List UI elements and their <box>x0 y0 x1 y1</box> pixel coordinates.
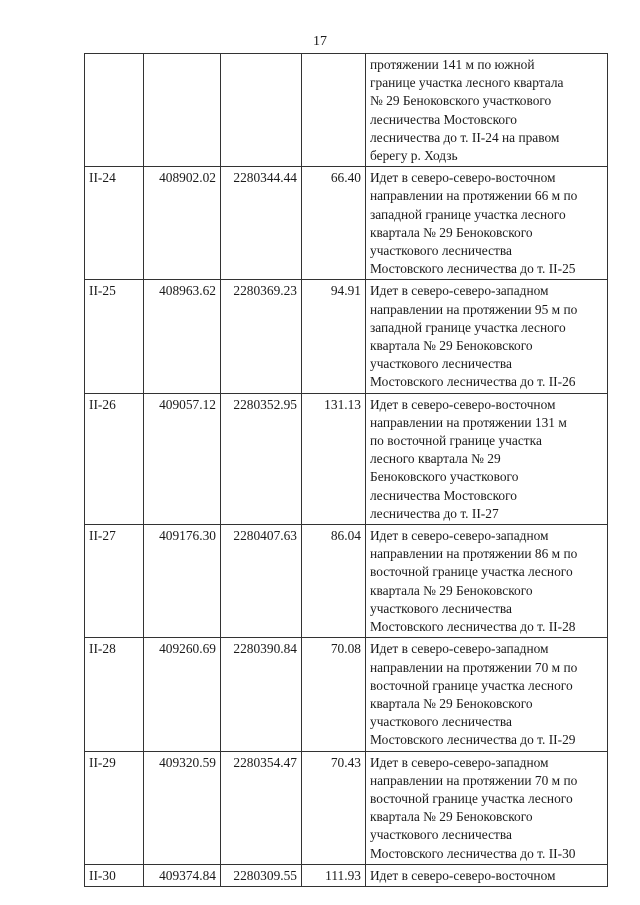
point-cell: II-29 <box>85 751 144 864</box>
x-coordinate-cell: 409057.12 <box>144 393 221 524</box>
table-row <box>85 638 608 751</box>
y-coordinate-cell: 2280309.55 <box>221 864 302 886</box>
description-cell: Идет в северо-северо-восточном <box>366 864 608 886</box>
boundary-coordinates-table <box>84 53 608 887</box>
table-row <box>85 167 608 280</box>
description-cell: Идет в северо-северо-западном направлении на протяжении 86 м по восточной границе участка лесного квартала № 29 Беноковского участкового лесничества Мостовского лесничества до т. II-28 <box>366 525 608 638</box>
length-cell: 70.43 <box>302 751 366 864</box>
y-coordinate-cell: 2280352.95 <box>221 393 302 524</box>
y-coordinate-cell: 2280369.23 <box>221 280 302 393</box>
length-cell: 70.08 <box>302 638 366 751</box>
table-row <box>85 54 608 167</box>
description-cell: Идет в северо-северо-восточном направлении на протяжении 131 м по восточной границе участка лесного квартала № 29 Беноковского участкового лесничества Мостовского лесничества до т. II-27 <box>366 393 608 524</box>
description-cell: Идет в северо-северо-западном направлении на протяжении 70 м по восточной границе участка лесного квартала № 29 Беноковского участкового лесничества Мостовского лесничества до т. II-29 <box>366 638 608 751</box>
x-coordinate-cell: 409320.59 <box>144 751 221 864</box>
y-coordinate-cell: 2280390.84 <box>221 638 302 751</box>
description-cell: Идет в северо-северо-восточном направлении на протяжении 66 м по западной границе участка лесного квартала № 29 Беноковского участкового лесничества Мостовского лесничества до т. II-25 <box>366 167 608 280</box>
y-coordinate-cell: 2280354.47 <box>221 751 302 864</box>
length-cell: 131.13 <box>302 393 366 524</box>
length-cell: 94.91 <box>302 280 366 393</box>
table-row <box>85 751 608 864</box>
point-cell: II-27 <box>85 525 144 638</box>
x-coordinate-cell: 409260.69 <box>144 638 221 751</box>
x-coordinate-cell <box>144 54 221 167</box>
description-cell: протяжении 141 м по южной границе участка лесного квартала № 29 Беноковского участкового лесничества Мостовского лесничества до т. II-24 на правом берегу р. Ходзь <box>366 54 608 167</box>
point-cell: II-26 <box>85 393 144 524</box>
point-cell: II-28 <box>85 638 144 751</box>
point-cell: II-30 <box>85 864 144 886</box>
x-coordinate-cell: 409374.84 <box>144 864 221 886</box>
point-cell: II-25 <box>85 280 144 393</box>
length-cell: 66.40 <box>302 167 366 280</box>
y-coordinate-cell <box>221 54 302 167</box>
table-row <box>85 393 608 524</box>
point-cell: II-24 <box>85 167 144 280</box>
table-row <box>85 280 608 393</box>
table-row <box>85 525 608 638</box>
x-coordinate-cell: 408902.02 <box>144 167 221 280</box>
point-cell <box>85 54 144 167</box>
table-row <box>85 864 608 886</box>
y-coordinate-cell: 2280407.63 <box>221 525 302 638</box>
description-cell: Идет в северо-северо-западном направлении на протяжении 70 м по восточной границе участка лесного квартала № 29 Беноковского участкового лесничества Мостовского лесничества до т. II-30 <box>366 751 608 864</box>
x-coordinate-cell: 409176.30 <box>144 525 221 638</box>
x-coordinate-cell: 408963.62 <box>144 280 221 393</box>
length-cell: 86.04 <box>302 525 366 638</box>
length-cell: 111.93 <box>302 864 366 886</box>
y-coordinate-cell: 2280344.44 <box>221 167 302 280</box>
length-cell <box>302 54 366 167</box>
page-number: 17 <box>313 34 327 49</box>
description-cell: Идет в северо-северо-западном направлении на протяжении 95 м по западной границе участка лесного квартала № 29 Беноковского участкового лесничества Мостовского лесничества до т. II-26 <box>366 280 608 393</box>
